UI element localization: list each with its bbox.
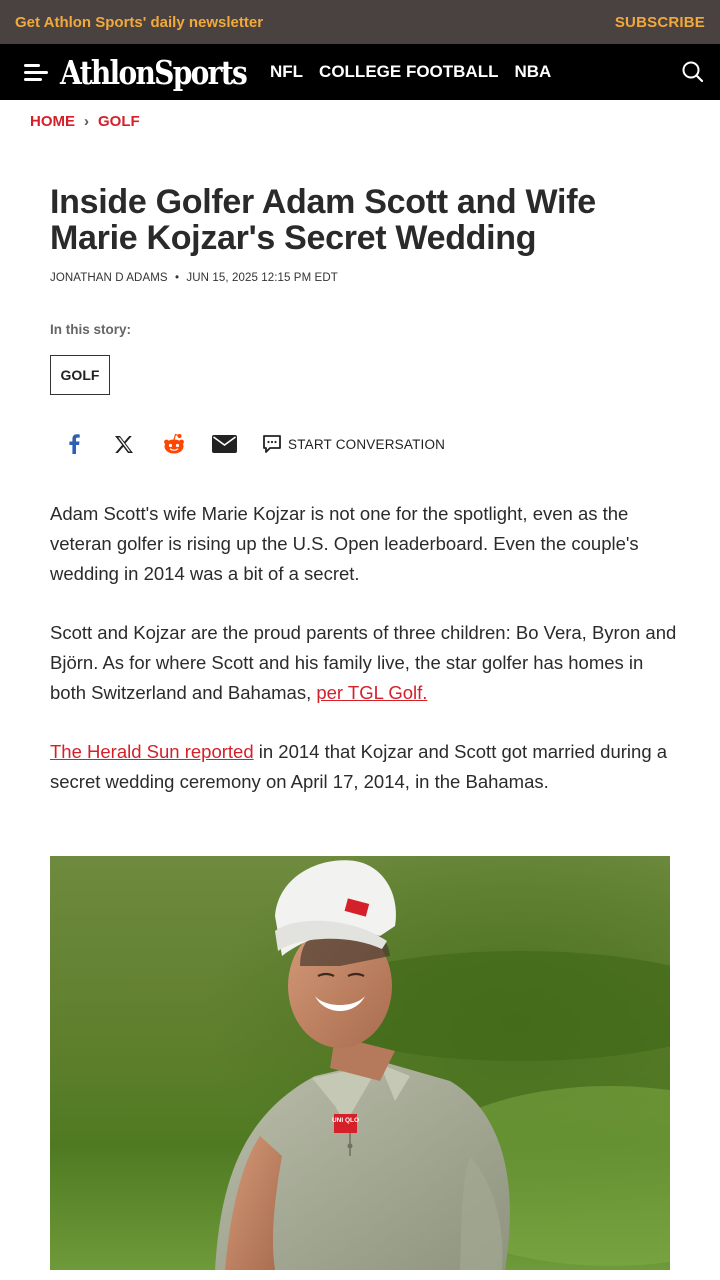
per-tgl-golf-link[interactable]: per TGL Golf. [316, 682, 428, 703]
newsletter-promo-text[interactable]: Get Athlon Sports' daily newsletter [15, 13, 264, 31]
publish-date: JUN 15, 2025 12:15 PM EDT [186, 272, 338, 284]
search-icon[interactable] [680, 59, 706, 85]
main-nav [0, 44, 720, 100]
reddit-icon[interactable] [160, 430, 188, 458]
hero-image [50, 856, 670, 1270]
article-paragraph-3 [50, 737, 680, 797]
byline [50, 272, 338, 284]
paragraph-3-text: in 2014 that Kojzar and Scott got married during a secret wedding ceremony on April 17, 2014, in the Bahamas. [50, 741, 668, 792]
site-logo[interactable]: AthlonSports [60, 52, 247, 92]
comment-icon [262, 434, 282, 454]
start-conversation-label[interactable]: START CONVERSATION [288, 436, 446, 452]
paragraph-2-text: Scott and Kojzar are the proud parents of three children: Bo Vera, Byron and Björn. As for where Scott and his family live, the star golfer has homes in both Switzerland and Bahamas, [50, 622, 677, 703]
article-paragraph-1: Adam Scott's wife Marie Kojzar is not one for the spotlight, even as the veteran golfer is rising up the U.S. Open leaderboard. Even the couple's wedding in 2014 was a bit of a secret. [50, 503, 639, 584]
nav-link-nba[interactable]: NBA [514, 62, 552, 81]
x-icon[interactable] [110, 430, 138, 458]
story-tag-golf[interactable]: GOLF [50, 355, 110, 395]
facebook-icon[interactable] [60, 430, 88, 458]
author-name[interactable]: JONATHAN D ADAMS [50, 272, 168, 284]
uniqlo-logo-text: UNI QLO [331, 1117, 360, 1124]
herald-sun-link[interactable]: The Herald Sun reported [50, 741, 254, 762]
breadcrumb-home[interactable]: HOME [30, 113, 75, 130]
byline-separator: • [174, 272, 180, 284]
golfer-photo [50, 856, 670, 1270]
story-label: In this story: [50, 322, 132, 337]
start-conversation-button[interactable] [262, 434, 445, 454]
email-icon[interactable] [210, 430, 238, 458]
breadcrumb-golf[interactable]: GOLF [98, 113, 140, 130]
subscribe-button[interactable]: SUBSCRIBE [614, 13, 705, 31]
article-paragraph-2 [50, 618, 680, 708]
article-title: Inside Golfer Adam Scott and Wife Marie Kojzar's Secret Wedding [50, 183, 596, 257]
share-row [60, 430, 445, 458]
nav-link-nfl[interactable]: NFL [270, 62, 304, 81]
nav-link-college-football[interactable]: COLLEGE FOOTBALL [319, 62, 499, 81]
newsletter-promo-bar[interactable] [0, 0, 720, 44]
hamburger-menu-icon[interactable] [24, 62, 50, 82]
breadcrumb [30, 113, 140, 130]
chevron-right-icon: › [84, 113, 89, 130]
